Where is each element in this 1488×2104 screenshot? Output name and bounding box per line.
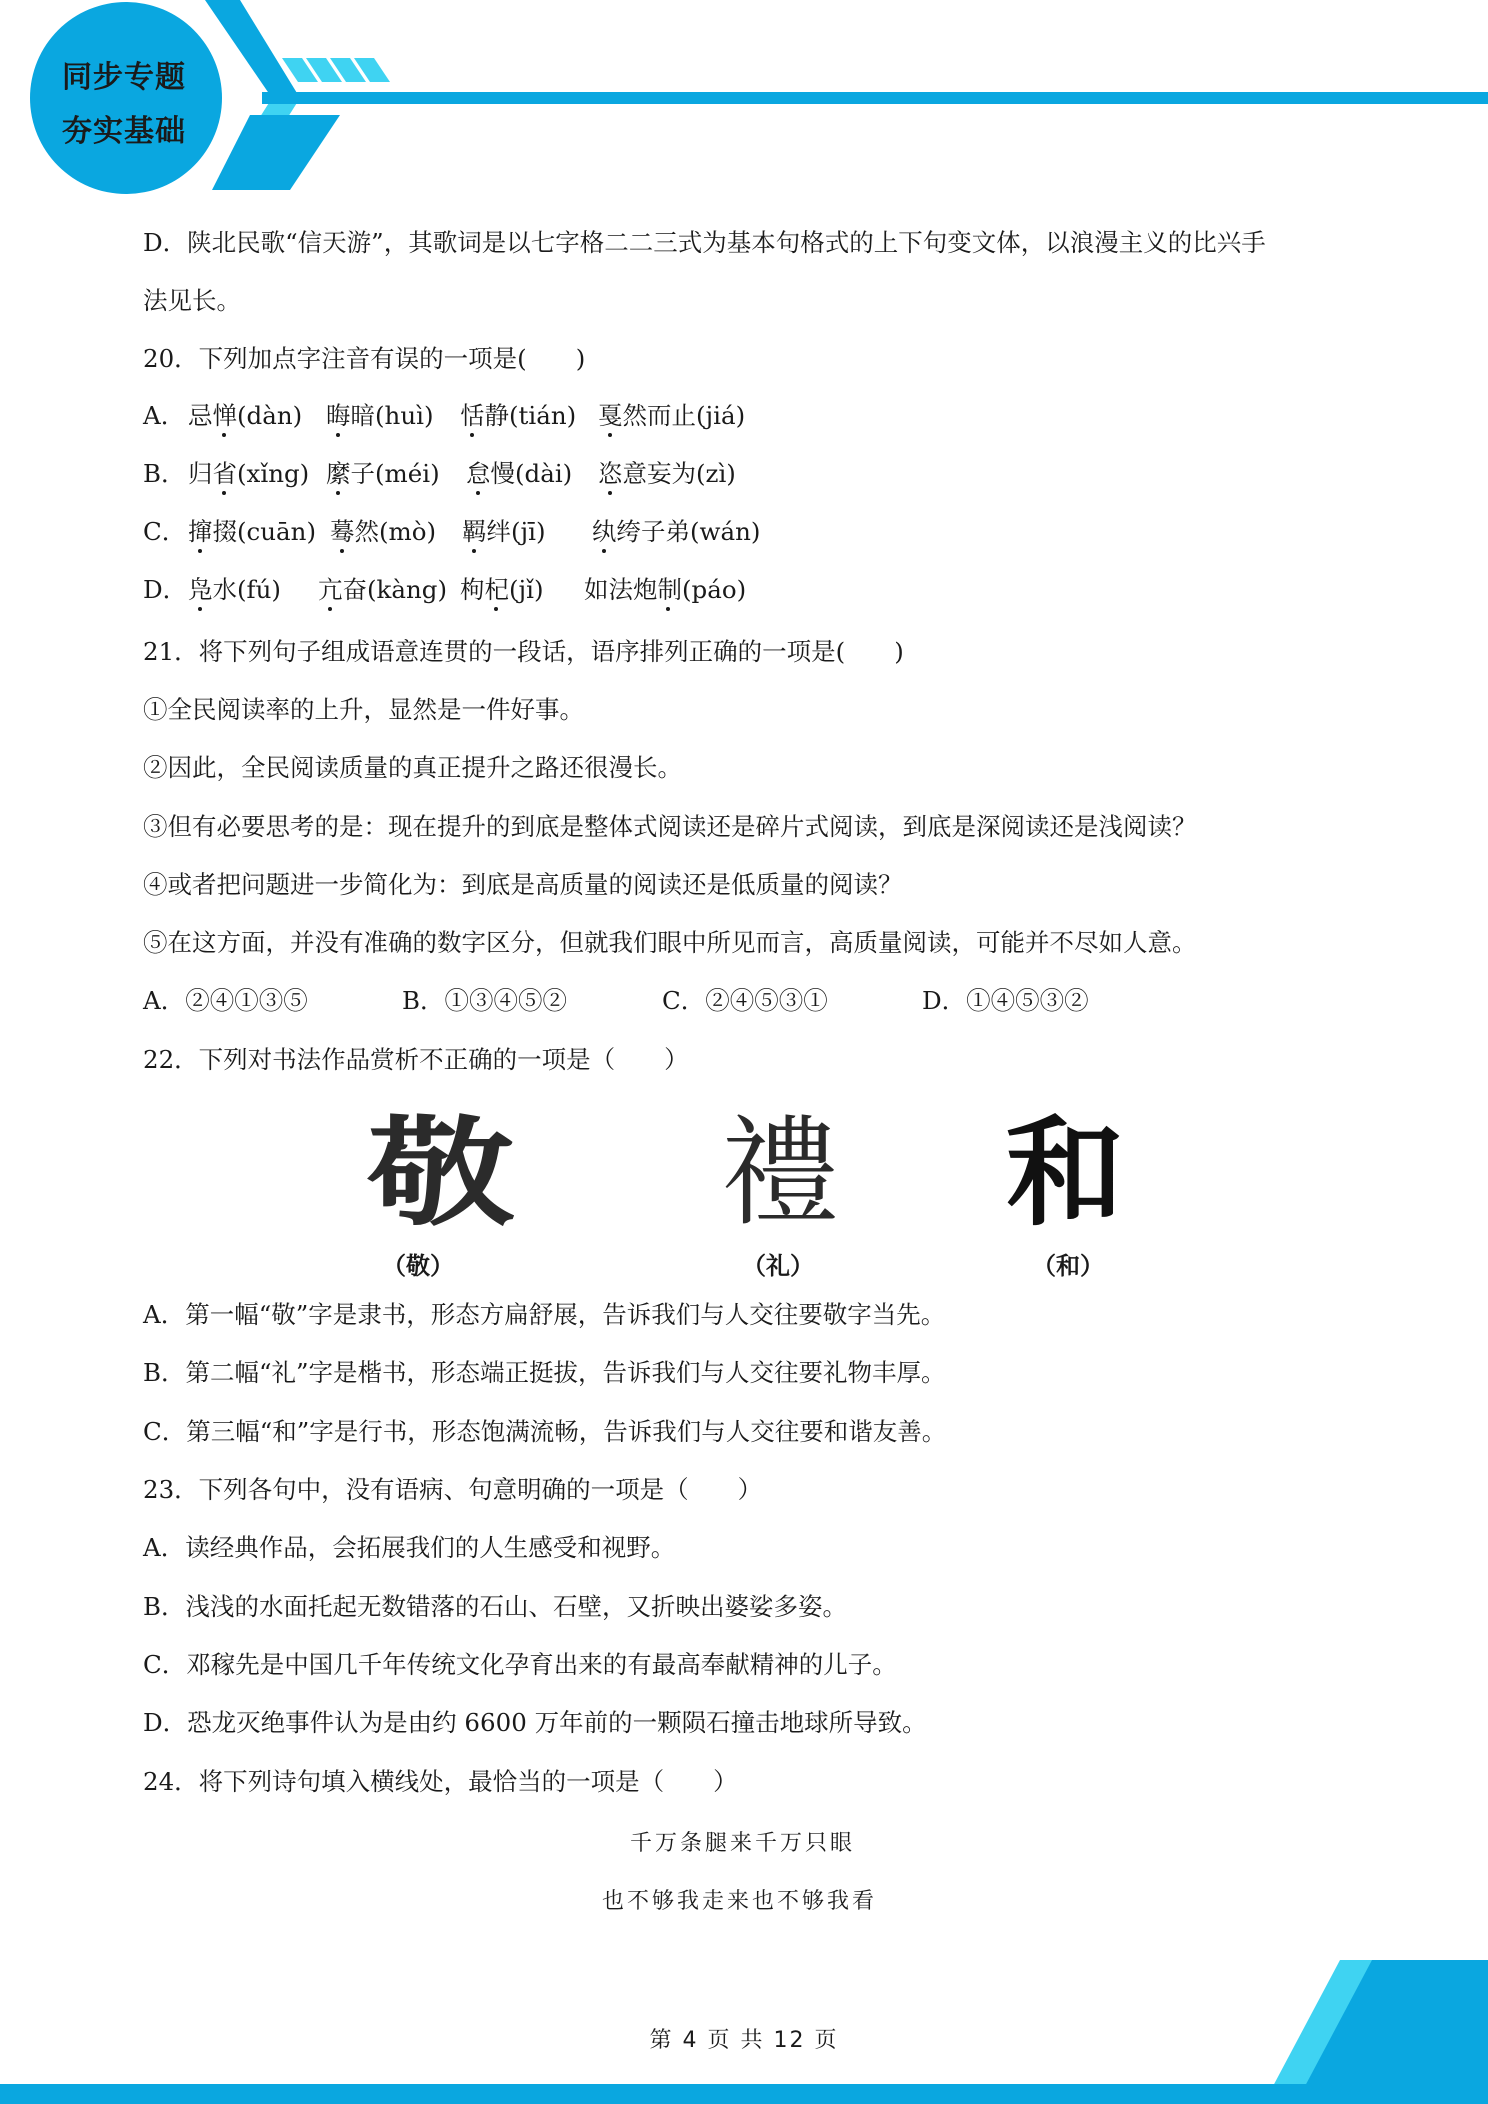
q22-option-b: B．第二幅“礼”字是楷书，形态端正挺拔，告诉我们与人交往要礼物丰厚。 bbox=[143, 1358, 946, 1387]
q20-option-c-item: 蓦然(mò) bbox=[330, 517, 437, 546]
q20-option-a-item: 恬静(tián) bbox=[460, 401, 577, 430]
q20-option-b-item: 归省(xǐng) bbox=[188, 459, 310, 488]
q20-option-b-item: 縻子(méi) bbox=[326, 459, 440, 488]
calligraphy-he-image: 和 bbox=[1005, 1104, 1124, 1242]
q20-option-d-item: 亢奋(kàng) bbox=[318, 575, 448, 604]
q20-option-b-item: 恣意妄为(zì) bbox=[598, 459, 736, 488]
emphasis-dot bbox=[318, 575, 342, 605]
calligraphy-caption-3: （和） bbox=[1032, 1251, 1104, 1280]
emphasis-dot bbox=[326, 401, 350, 431]
emphasis-dot bbox=[598, 401, 622, 431]
calligraphy-caption-2: （礼） bbox=[742, 1251, 814, 1280]
q23-option-c: C．邓稼先是中国几千年传统文化孕育出来的有最高奉献精神的儿子。 bbox=[143, 1650, 897, 1679]
q21-sentence-2: ②因此，全民阅读质量的真正提升之路还很漫长。 bbox=[143, 753, 682, 782]
q21-sentence-3: ③但有必要思考的是：现在提升的到底是整体式阅读还是碎片式阅读，到底是深阅读还是浅阅读？ bbox=[143, 812, 1197, 841]
q23-option-d: D．恐龙灭绝事件认为是由约 6600 万年前的一颗陨石撞击地球所导致。 bbox=[143, 1708, 927, 1737]
q20-option-c-label: C． bbox=[143, 517, 187, 546]
q21-sentence-4: ④或者把问题进一步简化为：到底是高质量的阅读还是低质量的阅读？ bbox=[143, 870, 903, 899]
header-badge-circle bbox=[30, 2, 222, 194]
q21-sentence-1: ①全民阅读率的上升，显然是一件好事。 bbox=[143, 695, 584, 724]
q21-sentence-5: ⑤在这方面，并没有准确的数字区分，但就我们眼中所见而言，高质量阅读，可能并不尽如人意。 bbox=[143, 928, 1197, 957]
q20-option-a-item: 晦暗(huì) bbox=[326, 401, 434, 430]
emphasis-dot bbox=[188, 575, 212, 605]
emphasis-dot bbox=[326, 459, 350, 489]
emphasis-dot bbox=[466, 459, 490, 489]
q22-option-c: C．第三幅“和”字是行书，形态饱满流畅，告诉我们与人交往要和谐友善。 bbox=[143, 1417, 947, 1446]
badge-title-line2: 夯实基础 bbox=[62, 114, 186, 149]
badge-title-line1: 同步专题 bbox=[62, 60, 186, 95]
header-top-line bbox=[262, 92, 1488, 104]
emphasis-dot bbox=[212, 401, 236, 431]
header-banner bbox=[0, 0, 1488, 200]
q22-stem: 22．下列对书法作品赏析不正确的一项是（ ） bbox=[143, 1045, 689, 1074]
q20-option-b-label: B． bbox=[143, 459, 186, 488]
header-dark-wedge bbox=[212, 115, 340, 190]
emphasis-dot bbox=[598, 459, 622, 489]
q20-option-d-item: 枸杞(jǐ) bbox=[460, 575, 544, 604]
q19-option-d-line1: D．陕北民歌“信天游”，其歌词是以七字格二二三式为基本句格式的上下句变文体，以浪漫主义的比兴手 bbox=[143, 228, 1266, 257]
page-number: 第 4 页 共 12 页 bbox=[649, 2028, 839, 2053]
q22-option-a: A．第一幅“敬”字是隶书，形态方扁舒展，告诉我们与人交往要敬字当先。 bbox=[143, 1300, 946, 1329]
q20-option-a-label: A． bbox=[143, 401, 186, 430]
q20-option-d-label: D． bbox=[143, 575, 188, 604]
q20-option-b-item: 怠慢(dài) bbox=[466, 459, 573, 488]
q20-option-d-item: 如法炮制(páo) bbox=[584, 575, 747, 604]
footer-bottom-bar bbox=[0, 2084, 1488, 2104]
q23-option-b: B．浅浅的水面托起无数错落的石山、石壁，又折映出婆娑多姿。 bbox=[143, 1592, 848, 1621]
q20-option-c-item: 羁绊(jī) bbox=[462, 517, 546, 546]
q20-option-c-item: 撺掇(cuān) bbox=[188, 517, 317, 546]
q20-option-d-item: 凫水(fú) bbox=[188, 575, 281, 604]
emphasis-dot bbox=[592, 517, 616, 547]
q21-option-b: B．①③④⑤② bbox=[402, 986, 568, 1015]
calligraphy-jing-image: 敬 bbox=[367, 1104, 515, 1242]
q21-option-a: A．②④①③⑤ bbox=[143, 986, 308, 1015]
q24-poem-line2: 也不够我走来也不够我看 bbox=[602, 1889, 878, 1914]
calligraphy-li-image: 禮 bbox=[720, 1104, 839, 1242]
q19-option-d-line2: 法见长。 bbox=[143, 286, 241, 315]
emphasis-dot bbox=[330, 517, 354, 547]
emphasis-dot bbox=[460, 401, 484, 431]
q20-option-a-item: 戛然而止(jiá) bbox=[598, 401, 746, 430]
emphasis-dot bbox=[188, 517, 212, 547]
q23-option-a: A．读经典作品，会拓展我们的人生感受和视野。 bbox=[143, 1533, 676, 1562]
emphasis-dot bbox=[212, 459, 236, 489]
q24-poem-line1: 千万条腿来千万只眼 bbox=[630, 1831, 856, 1856]
calligraphy-caption-1: （敬） bbox=[382, 1251, 454, 1280]
emphasis-dot bbox=[462, 517, 486, 547]
q24-stem: 24．将下列诗句填入横线处，最恰当的一项是（ ） bbox=[143, 1767, 738, 1796]
q20-stem: 20．下列加点字注音有误的一项是( ) bbox=[143, 344, 586, 373]
q21-stem: 21．将下列句子组成语意连贯的一段话，语序排列正确的一项是( ) bbox=[143, 637, 904, 666]
q21-option-d: D．①④⑤③② bbox=[922, 986, 1089, 1015]
emphasis-dot bbox=[656, 575, 680, 605]
q23-stem: 23．下列各句中，没有语病、句意明确的一项是（ ） bbox=[143, 1475, 763, 1504]
q20-option-c-item: 纨绔子弟(wán) bbox=[592, 517, 761, 546]
q20-option-a-item: 忌惮(dàn) bbox=[188, 401, 303, 430]
q21-option-c: C．②④⑤③① bbox=[662, 986, 828, 1015]
emphasis-dot bbox=[484, 575, 508, 605]
